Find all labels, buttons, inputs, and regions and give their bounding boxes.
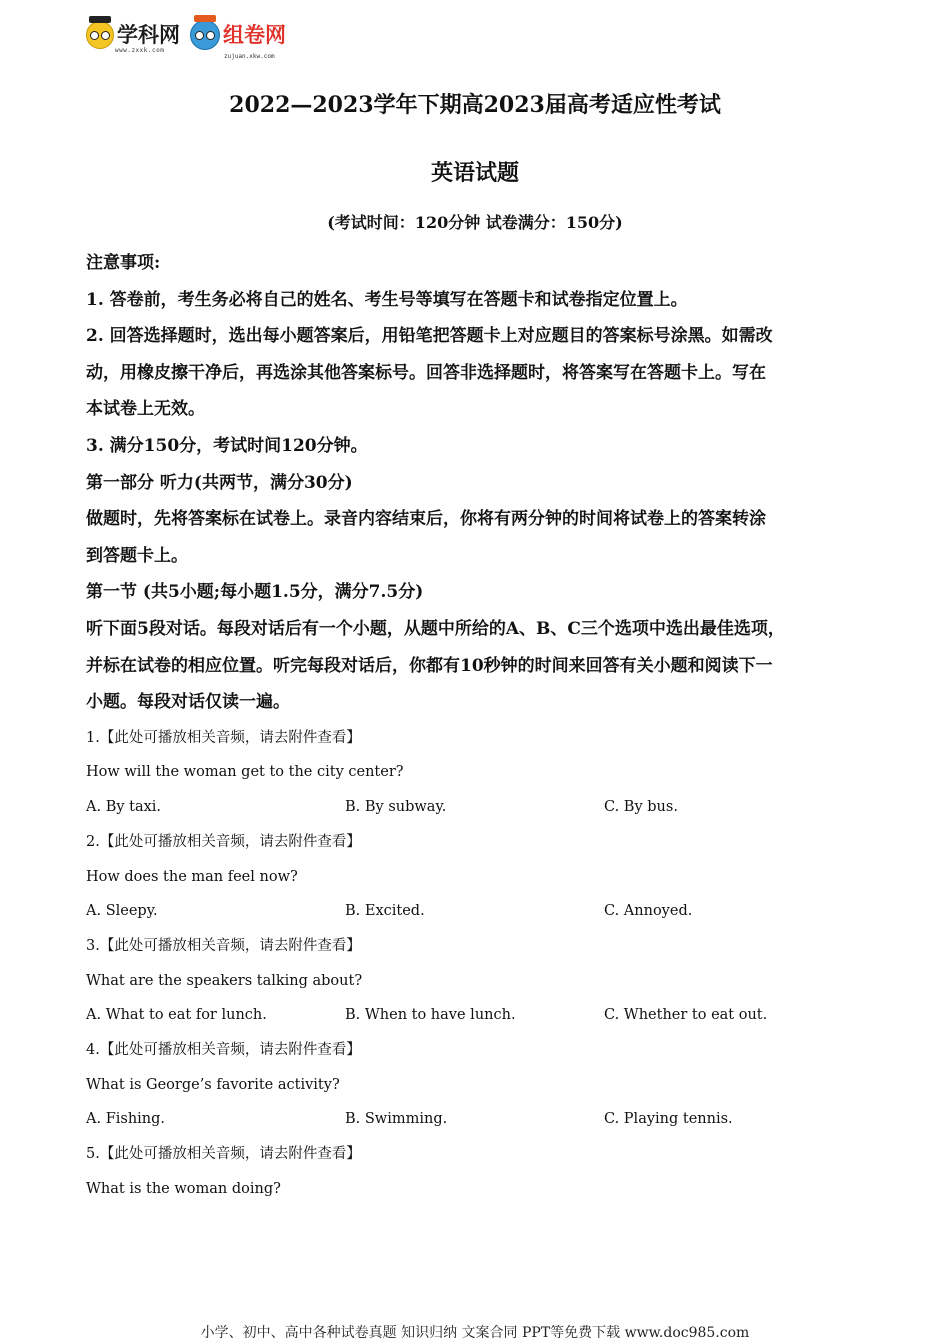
section1-instruction: 听下面5段对话。每段对话后有一个小题，从题中所给的A、B、C三个选项中选出最佳选项， [86,618,785,639]
notice-heading: 注意事项: [86,253,161,273]
option-b: B. When to have lunch. [345,1007,516,1024]
audio-marker[interactable]: 2.【此处可播放相关音频，请去附件查看】 [86,833,361,850]
logo-zxxk-text: 学科网 [117,23,180,47]
option-a: A. By taxi. [86,799,162,816]
options-row [86,790,874,825]
logo-zujuan-url: zujuan.xkw.com [224,53,275,60]
document-body [86,245,874,1207]
notice-line: 本试卷上无效。 [86,399,205,420]
question-text: What is George’s favorite activity? [86,1076,340,1093]
option-b: B. By subway. [345,799,447,816]
question-text: What is the woman doing? [86,1180,281,1197]
option-b: B. Swimming. [345,1111,448,1128]
exam-info: (考试时间：120分钟 试卷满分：150分) [327,213,623,232]
option-c: C. Annoyed. [604,903,693,920]
logo-zxxk-url: www.zxxk.com [115,47,165,54]
logo-zxxk[interactable] [86,21,180,54]
options-row [86,1102,874,1137]
options-row [86,894,874,929]
audio-marker[interactable]: 1.【此处可播放相关音频，请去附件查看】 [86,729,361,746]
audio-marker[interactable]: 5.【此处可播放相关音频，请去附件查看】 [86,1146,361,1163]
question-text: How does the man feel now? [86,868,298,885]
footer: 小学、初中、高中各种试卷真题 知识归纳 文案合同 PPT等免费下载 www.doc985.com [200,1325,750,1341]
option-a: A. What to eat for lunch. [86,1007,267,1024]
notice-line: 3. 满分150分，考试时间120分钟。 [86,435,368,456]
question-text: How will the woman get to the city center? [86,764,404,781]
option-c: C. Whether to eat out. [604,1007,768,1024]
option-a: A. Fishing. [86,1111,166,1128]
options-row [86,998,874,1033]
option-c: C. Playing tennis. [604,1111,733,1128]
section1-instruction: 小题。每段对话仅读一遍。 [86,692,290,713]
notice-line: 动，用橡皮擦干净后，再选涂其他答案标号。回答非选择题时，将答案写在答题卡上。写在 [86,362,766,383]
header-logos [86,14,286,60]
part1-instruction: 做题时，先将答案标在试卷上。录音内容结束后，你将有两分钟的时间将试卷上的答案转涂 [86,509,766,530]
section1-instruction: 并标在试卷的相应位置。听完每段对话后，你都有10秒钟的时间来回答有关小题和阅读下一 [86,655,773,676]
section1-heading: 第一节 (共5小题;每小题1.5分，满分7.5分) [86,582,424,603]
logo-zujuan-text: 组卷网 [223,23,286,47]
option-c: C. By bus. [604,799,678,816]
option-a: A. Sleepy. [86,903,158,920]
audio-marker[interactable]: 4.【此处可播放相关音频，请去附件查看】 [86,1042,361,1059]
option-b: B. Excited. [345,903,425,920]
audio-marker[interactable]: 3.【此处可播放相关音频，请去附件查看】 [86,937,361,954]
question-text: What are the speakers talking about? [86,972,363,989]
page-title: 2022—2023学年下期高2023届高考适应性考试 [229,92,721,118]
notice-line: 2. 回答选择题时，选出每小题答案后，用铅笔把答题卡上对应题目的答案标号涂黑。如需改 [86,326,773,347]
mascot-icon [86,21,114,49]
part1-instruction: 到答题卡上。 [86,545,188,566]
subject-title: 英语试题 [430,160,519,186]
notice-line: 1. 答卷前，考生务必将自己的姓名、考生号等填写在答题卡和试卷指定位置上。 [86,289,688,310]
part1-heading: 第一部分 听力(共两节，满分30分) [86,472,353,493]
mascot-icon [190,20,220,50]
logo-zujuan[interactable] [190,20,286,60]
